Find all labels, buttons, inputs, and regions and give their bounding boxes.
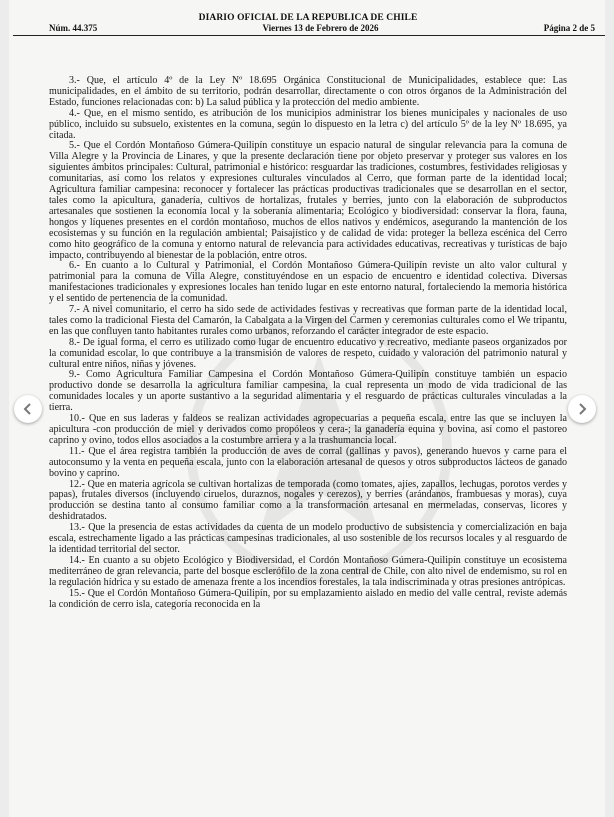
- paragraph-number: 7.-: [69, 304, 80, 316]
- paragraph-number: 9.-: [69, 369, 80, 381]
- gazette-title: DIARIO OFICIAL DE LA REPUBLICA DE CHILE: [198, 13, 418, 23]
- gazette-header-row: [13, 23, 605, 36]
- paragraph-text: A nivel comunitario, el cerro ha sido sede de actividades festivas y recreativas que forman parte de la identidad local, tales como la tradicional Fiesta del Camarón, la Cabalgata a la Virgen del Carmen y ceremonias culturales como el We tripantu, en las que confluyen tanto habitantes rurales como urbanos, reforzando el carácter integrador de este espacio.: [49, 304, 567, 337]
- paragraph-7: [49, 305, 567, 338]
- paragraph-13: [49, 523, 567, 556]
- paragraph-text: Que el área registra también la producción de aves de corral (gallinas y pavos), generando huevos y carne para el autoconsumo y la venta en pequeña escala, junto con la elaboración artesanal de quesos y otros subproductos lácteos de ganado bovino y caprino.: [49, 445, 567, 479]
- paragraph-number: 13.-: [69, 522, 85, 534]
- paragraph-number: 15.-: [69, 587, 85, 599]
- paragraph-number: 6.-: [69, 260, 80, 272]
- paragraph-3: [49, 76, 567, 109]
- document-page: [9, 0, 605, 817]
- paragraph-number: 8.-: [69, 336, 80, 348]
- paragraph-text: En cuanto a lo Cultural y Patrimonial, el Cordón Montañoso Gúmera-Quilipín reviste un alto valor cultural y patrimonial para la comuna de Villa Alegre, constituyéndose en un espacio de encuentro e identidad colectiva. Diversas manifestaciones tradicionales y expresiones locales han tenido lugar en este entorno natural, fortaleciendo la memoria histórica y el sentido de pertenencia de la comunidad.: [49, 260, 567, 305]
- paragraph-5: [49, 141, 567, 261]
- paragraph-text: De igual forma, el cerro es utilizado como lugar de encuentro educativo y recreativo, mediante paseos organizados por la comunidad escolar, lo que contribuye a la transmisión de valores de respeto, cuidado y valoración del patrimonio natural y cultural entre niños, niñas y jóvenes.: [49, 336, 568, 370]
- paragraph-number: 10.-: [69, 413, 85, 425]
- document-body: [49, 76, 567, 610]
- paragraph-text: Que en materia agrícola se cultivan hortalizas de temporada (como tomates, ajíes, zapallos, lechugas, porotos verdes y papas), frutales diversos (incluyendo ciruelos, duraznos, nogales y cerezos), y berries (arándanos, frambuesas y moras), cuya producción se destina tanto al consumo familiar como a la transformación artesanal en mermeladas, conservas, licores y deshidratados.: [49, 478, 567, 523]
- paragraph-text: Que el Cordón Montañoso Gúmera-Quilipín constituye un espacio natural de singular relevancia para la comuna de Villa Alegre y la Provincia de Linares, y que la presente declaración tiene por objeto preservar y proteger sus valores en los siguientes ámbitos principales: Cultural, patrimonial e histórico: resguardar las tradiciones, costumbres, festividades religiosas y comunitarias, así como los relatos y expresiones culturales vinculados al Cerro, que forman parte de la identidad local; Agricultura familiar campesina: reconocer y fortalecer las prácticas productivas tradicionales que se desarrollan en el sector, tales como la apicultura, ganadería, cultivos de hortalizas, frutales y berries, junto con la elaboración de subproductos artesanales que sostienen la economía local y la soberanía alimentaria; Ecológico y biodiversidad: conservar la flora, fauna, hongos y líquenes presentes en el cordón montañoso, muchos de ellos nativos y endémicos, asegurando la mantención de los ecosistemas y su función en la regulación ambiental; Paisajístico y de calidad de vida: proteger la belleza escénica del Cerro como hito geográfico de la comuna y entorno natural de relevancia para actividades educativas, recreativas y turísticas de bajo impacto, contribuyendo al bienestar de la población, entre otros.: [49, 140, 567, 261]
- issue-date: Viernes 13 de Febrero de 2026: [262, 23, 379, 33]
- paragraph-8: [49, 338, 567, 371]
- paragraph-9: [49, 370, 567, 414]
- paragraph-number: 3.-: [69, 75, 80, 86]
- paragraph-number: 5.-: [69, 140, 80, 152]
- paragraph-10: [49, 414, 567, 447]
- paragraph-number: 14.-: [69, 554, 85, 566]
- paragraph-text: Que el Cordón Montañoso Gúmera-Quilipín, por su emplazamiento aislado en medio del valle central, reviste además la condición de cerro isla, categoría reconocida en la: [49, 587, 567, 610]
- page-indicator: Página 2 de 5: [543, 23, 595, 33]
- chevron-left-icon: [22, 403, 34, 415]
- paragraph-4: [49, 109, 567, 142]
- paragraph-6: [49, 261, 567, 305]
- paragraph-12: [49, 480, 567, 524]
- next-page-button[interactable]: [568, 395, 596, 423]
- paragraph-text: En cuanto a su objeto Ecológico y Biodiversidad, el Cordón Montañoso Gúmera-Quilipín constituye un ecosistema mediterráneo de gran relevancia, parte del bosque esclerófilo de la zona central de Chile, con alto nivel de endemismo, su rol en la regulación hídrica y su estado de amenaza frente a los incendios forestales, la tala indiscriminada y otras presiones antrópicas.: [49, 554, 567, 588]
- paragraph-11: [49, 447, 567, 480]
- paragraph-text: Que la presencia de estas actividades da cuenta de un modelo productivo de subsistencia y comercialización en baja escala, estrechamente ligado a las prácticas campesinas tradicionales, al uso sostenible de los recursos locales y al resguardo de la identidad territorial del sector.: [49, 522, 567, 555]
- paragraph-number: 4.-: [69, 107, 80, 119]
- paragraph-number: 12.-: [69, 478, 85, 490]
- previous-page-button[interactable]: [14, 395, 42, 423]
- chevron-right-icon: [576, 403, 588, 415]
- paragraph-number: 11.-: [69, 445, 85, 457]
- paragraph-text: Que en sus laderas y faldeos se realizan actividades agropecuarias a pequeña escala, entre las que se incluyen la apicultura -con producción de miel y derivados como propóleos y cera-; la ganadería equina y bovina, así como el pastoreo caprino y ovino, todos ellos asociados a la costumbre arriera y a la trashumancia local.: [49, 413, 567, 446]
- paragraph-14: [49, 556, 567, 589]
- paragraph-text: Como Agricultura Familiar Campesina el Cordón Montañoso Gúmera-Quilipín constituye también un espacio productivo donde se desarrolla la agricultura familiar campesina, la cual representa un modo de vida tradicional de las comunidades locales y un aporte sustantivo a la seguridad alimentaria y el resguardo de prácticas culturales vinculadas a la tierra.: [49, 369, 567, 414]
- paragraph-text: Que, en el mismo sentido, es atribución de los municipios administrar los bienes municipales y nacionales de uso público, incluido su subsuelo, existentes en la comuna, según lo dispuesto en la letra c) del artículo 5º de la ley Nº 18.695, ya citada.: [49, 107, 567, 141]
- issue-number: Núm. 44.375: [49, 23, 98, 33]
- paragraph-text: Que, el artículo 4º de la Ley Nº 18.695 Orgánica Constitucional de Municipalidades, establece que: Las municipalidades, en el ámbito de su territorio, podrán desarrollar, directamente o con otros órganos de la Administración del Estado, funciones relacionadas con: b) La salud pública y la protección del medio ambiente.: [49, 75, 567, 108]
- paragraph-15: [49, 589, 567, 611]
